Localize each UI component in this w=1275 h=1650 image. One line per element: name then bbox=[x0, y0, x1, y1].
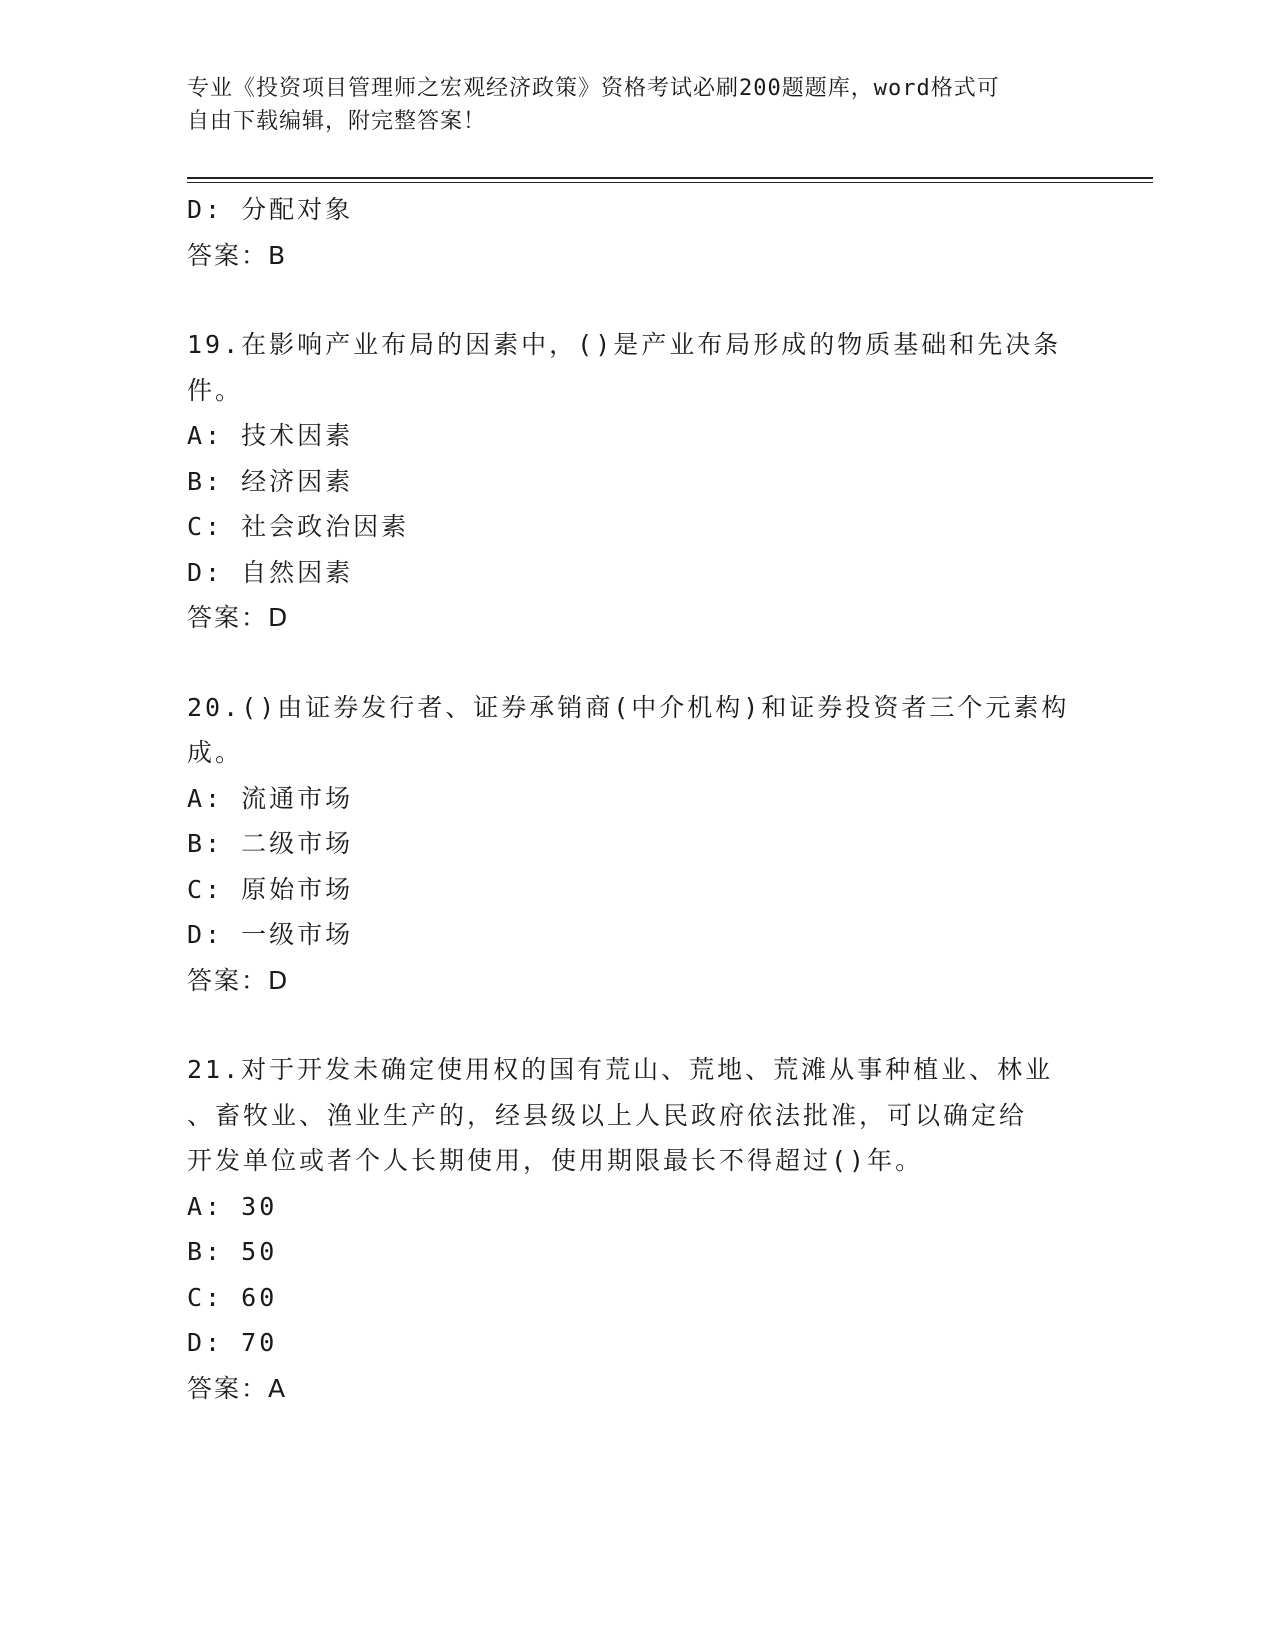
option-d: D: 70 bbox=[187, 1328, 278, 1357]
question-stem-line: 20.()由证券发行者、证券承销商(中介机构)和证券投资者三个元素构 bbox=[187, 692, 1070, 722]
document-header bbox=[187, 72, 1067, 138]
option-a: A: 技术因素 bbox=[187, 421, 354, 450]
option-a: A: 30 bbox=[187, 1191, 278, 1221]
option-b: B: 二级市场 bbox=[187, 829, 354, 858]
carryover-answer: 答案：B bbox=[187, 240, 288, 270]
question-20 bbox=[187, 685, 1087, 1004]
header-line-2: 自由下载编辑，附完整答案！ bbox=[187, 109, 487, 134]
option-c: C: 60 bbox=[187, 1282, 278, 1312]
option-a: A: 流通市场 bbox=[187, 783, 354, 813]
answer: 答案：D bbox=[187, 965, 290, 995]
question-stem-line: 件。 bbox=[187, 375, 244, 405]
header-line-1: 专业《投资项目管理师之宏观经济政策》资格考试必刷200题题库，word格式可 bbox=[187, 76, 1000, 101]
header-divider-thin bbox=[187, 182, 1153, 183]
header-divider-thick bbox=[187, 177, 1153, 179]
carryover-option-d: D: 分配对象 bbox=[187, 195, 354, 224]
option-b: B: 50 bbox=[187, 1237, 278, 1266]
answer: 答案：A bbox=[187, 1373, 288, 1403]
question-stem-line: 19.在影响产业布局的因素中，()是产业布局形成的物质基础和先决条 bbox=[187, 330, 1062, 359]
option-d: D: 一级市场 bbox=[187, 920, 354, 949]
question-21 bbox=[187, 1047, 1087, 1411]
option-c: C: 原始市场 bbox=[187, 874, 354, 904]
option-b: B: 经济因素 bbox=[187, 466, 354, 496]
question-stem-line: 、畜牧业、渔业生产的，经县级以上人民政府依法批准，可以确定给 bbox=[187, 1100, 1028, 1130]
question-stem-line: 开发单位或者个人长期使用，使用期限最长不得超过()年。 bbox=[187, 1146, 924, 1175]
option-c: C: 社会政治因素 bbox=[187, 512, 410, 541]
answer: 答案：D bbox=[187, 603, 290, 632]
question-stem-line: 21.对于开发未确定使用权的国有荒山、荒地、荒滩从事种植业、林业 bbox=[187, 1055, 1054, 1084]
question-19 bbox=[187, 322, 1087, 641]
question-list bbox=[187, 187, 1087, 1411]
option-d: D: 自然因素 bbox=[187, 557, 354, 587]
question-stem-line: 成。 bbox=[187, 738, 244, 767]
